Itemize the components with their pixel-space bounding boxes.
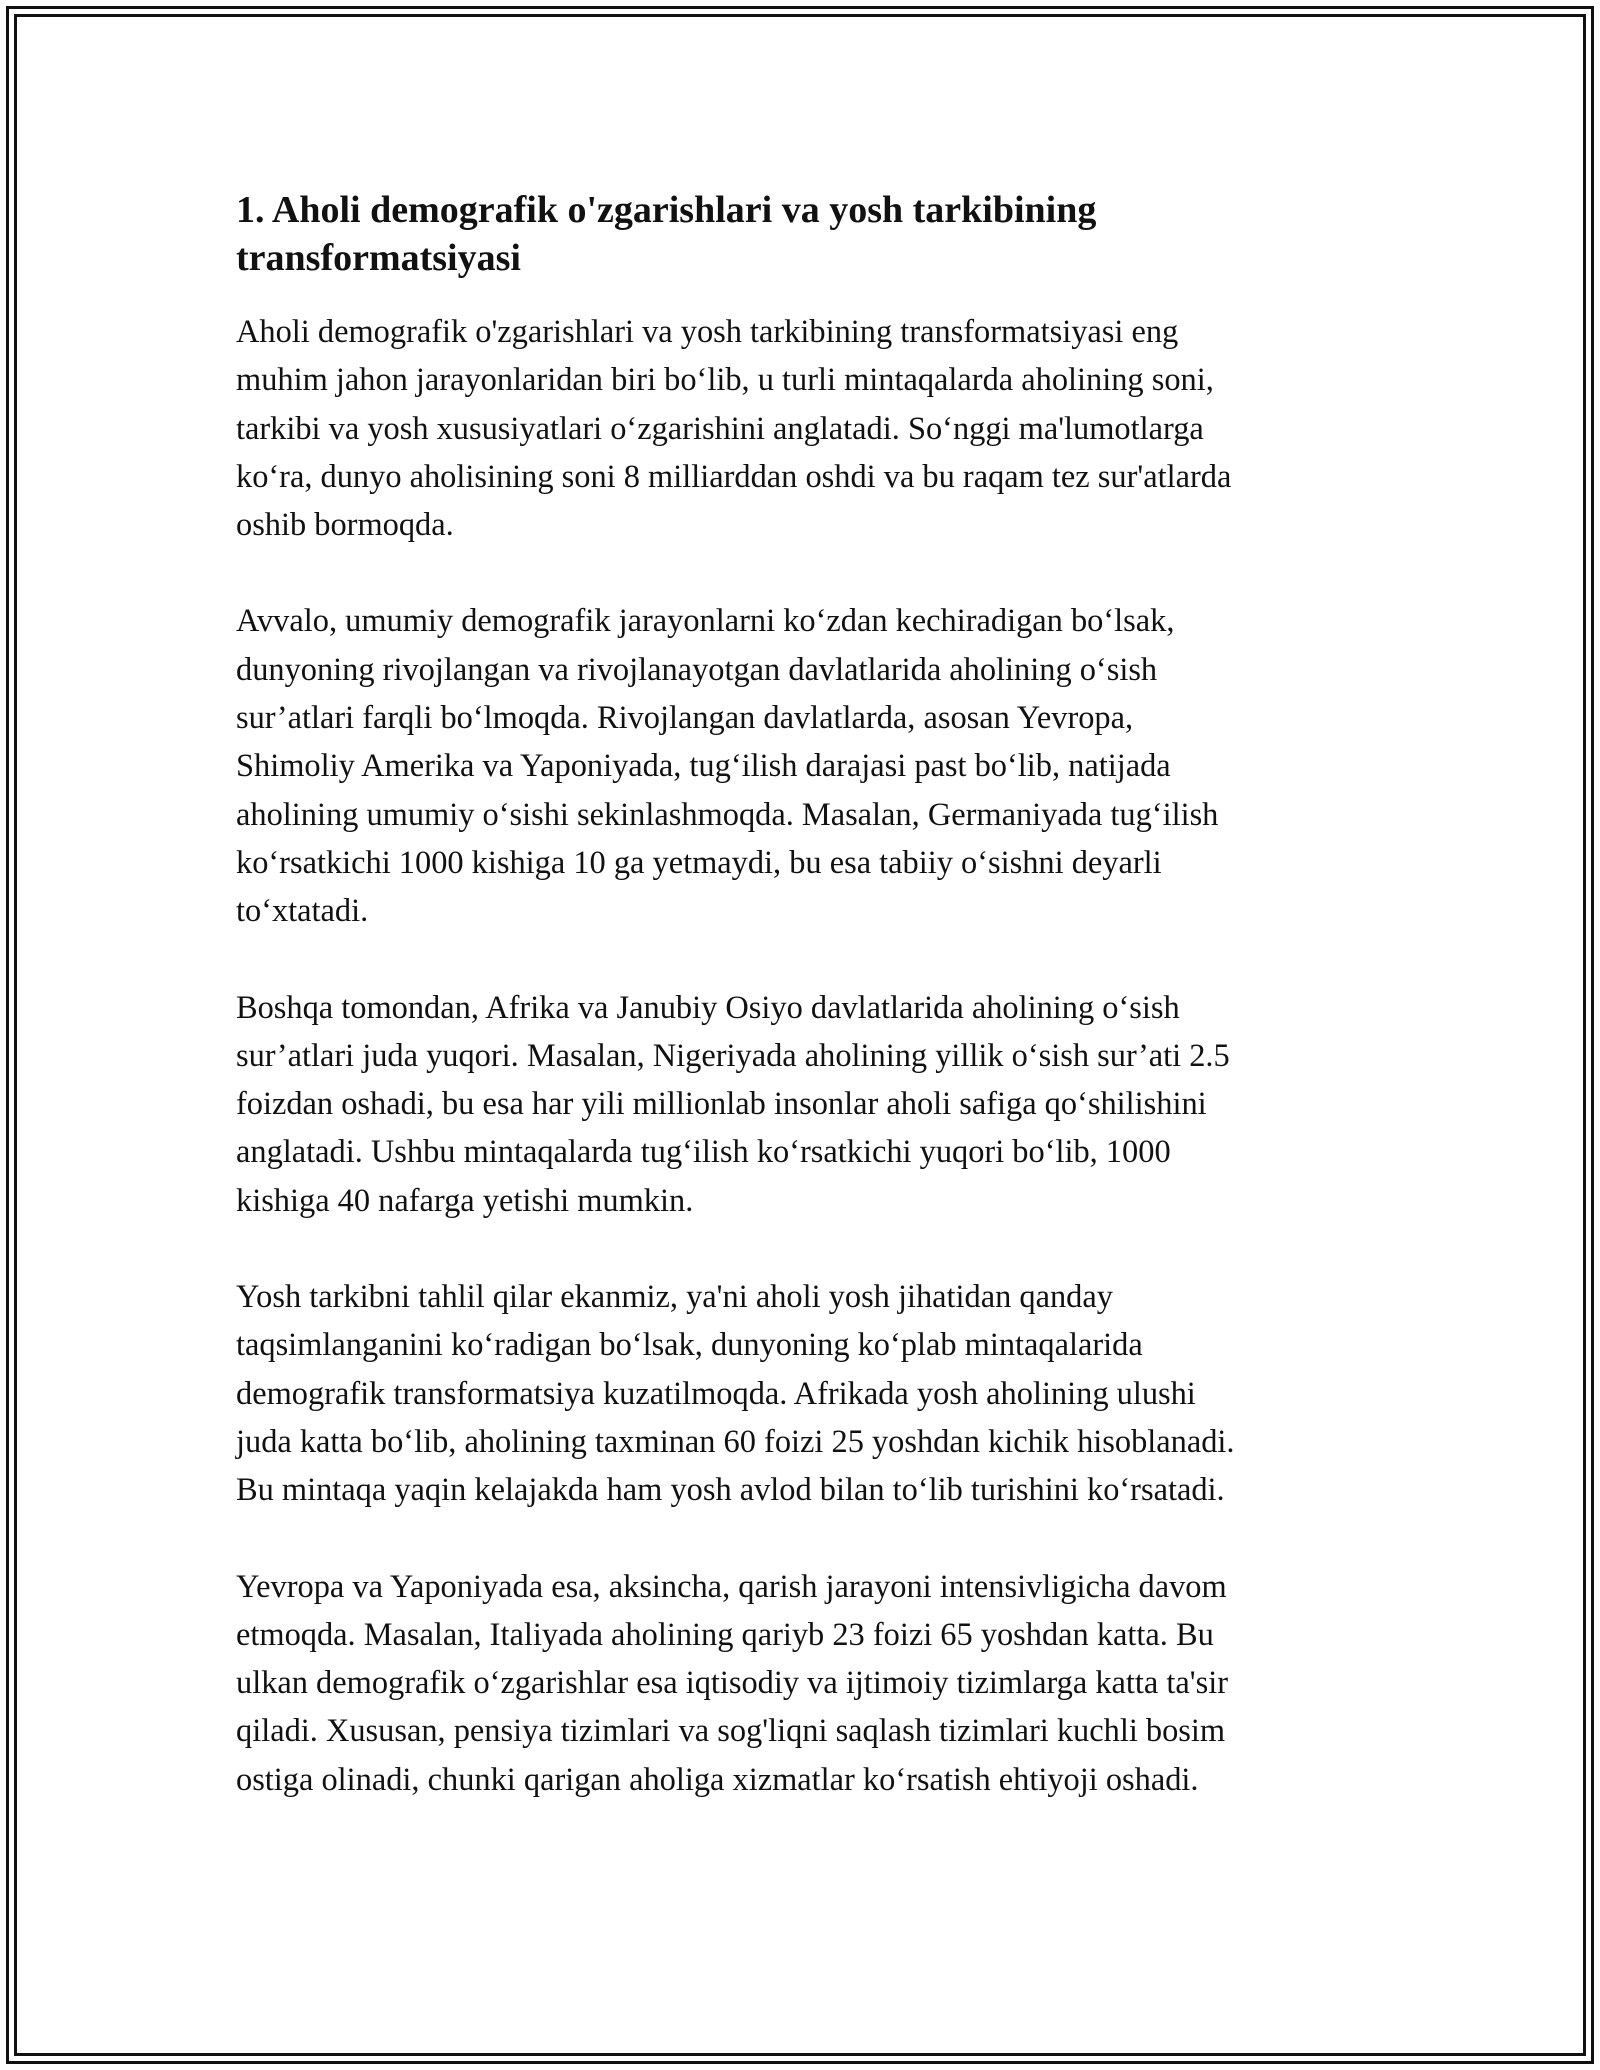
text-line: sur’atlari juda yuqori. Masalan, Nigeriyada aholining yillik oʻsish sur’ati 2.5 — [236, 1037, 1230, 1074]
section-heading — [236, 186, 1376, 282]
text-line: Bu mintaqa yaqin kelajakda ham yosh avlod bilan toʻlib turishini koʻrsatadi. — [236, 1472, 1225, 1509]
text-line: oshib bormoqda. — [236, 507, 454, 544]
heading-line: 1. Aholi demografik o'zgarishlari va yosh tarkibining — [236, 189, 1097, 231]
text-line: etmoqda. Masalan, Italiyada aholining qariyb 23 foizi 65 yoshdan katta. Bu — [236, 1616, 1214, 1653]
text-line: tarkibi va yosh xususiyatlari oʻzgarishini anglatadi. Soʻnggi ma'lumotlarga — [236, 410, 1204, 447]
text-line: kishiga 40 nafarga yetishi mumkin. — [236, 1182, 694, 1219]
paragraph-5 — [236, 1563, 1376, 1804]
text-line: Avvalo, umumiy demografik jarayonlarni koʻzdan kechiradigan boʻlsak, — [236, 603, 1175, 640]
text-line: qiladi. Xususan, pensiya tizimlari va sog'liqni saqlash tizimlari kuchli bosim — [236, 1713, 1226, 1750]
paragraph-3 — [236, 984, 1376, 1225]
text-line: Shimoliy Amerika va Yaponiyada, tugʻilish darajasi past boʻlib, natijada — [236, 748, 1171, 785]
text-line: aholining umumiy oʻsishi sekinlashmoqda. Masalan, Germaniyada tugʻilish — [236, 796, 1219, 833]
text-line: demografik transformatsiya kuzatilmoqda. Afrikada yosh aholining ulushi — [236, 1375, 1196, 1412]
text-line: juda katta boʻlib, aholining taxminan 60 foizi 25 yoshdan kichik hisoblanadi. — [236, 1423, 1235, 1460]
paragraph-2 — [236, 597, 1376, 935]
text-line: koʻra, dunyo aholisining soni 8 milliarddan oshdi va bu raqam tez sur'atlarda — [236, 458, 1232, 495]
text-line: foizdan oshadi, bu esa har yili millionlab insonlar aholi safiga qoʻshilishini — [236, 1086, 1207, 1123]
text-line: ulkan demografik oʻzgarishlar esa iqtisodiy va ijtimoiy tizimlarga katta ta'sir — [236, 1665, 1228, 1702]
heading-line: transformatsiyasi — [236, 237, 521, 279]
paragraph-1 — [236, 308, 1376, 549]
paragraph-4 — [236, 1273, 1376, 1514]
text-line: Boshqa tomondan, Afrika va Janubiy Osiyo davlatlarida aholining oʻsish — [236, 989, 1180, 1026]
text-line: sur’atlari farqli boʻlmoqda. Rivojlangan davlatlarda, asosan Yevropa, — [236, 700, 1134, 737]
text-line: Yosh tarkibni tahlil qilar ekanmiz, ya'ni aholi yosh jihatidan qanday — [236, 1279, 1113, 1316]
text-line: anglatadi. Ushbu mintaqalarda tugʻilish koʻrsatkichi yuqori boʻlib, 1000 — [236, 1134, 1171, 1171]
text-line: koʻrsatkichi 1000 kishiga 10 ga yetmaydi, bu esa tabiiy oʻsishni deyarli — [236, 844, 1162, 881]
text-line: toʻxtatadi. — [236, 893, 369, 930]
text-line: Yevropa va Yaponiyada esa, aksincha, qarish jarayoni intensivligicha davom — [236, 1568, 1227, 1605]
text-line: Aholi demografik o'zgarishlari va yosh tarkibining transformatsiyasi eng — [236, 314, 1179, 350]
text-line: dunyoning rivojlangan va rivojlanayotgan davlatlarida aholining oʻsish — [236, 651, 1158, 688]
text-line: ostiga olinadi, chunki qarigan aholiga xizmatlar koʻrsatish ehtiyoji oshadi. — [236, 1761, 1199, 1798]
text-line: muhim jahon jarayonlaridan biri boʻlib, u turli mintaqalarda aholining soni, — [236, 362, 1214, 399]
text-line: taqsimlanganini koʻradigan boʻlsak, dunyoning koʻplab mintaqalarida — [236, 1327, 1143, 1364]
document-body — [236, 186, 1376, 1852]
